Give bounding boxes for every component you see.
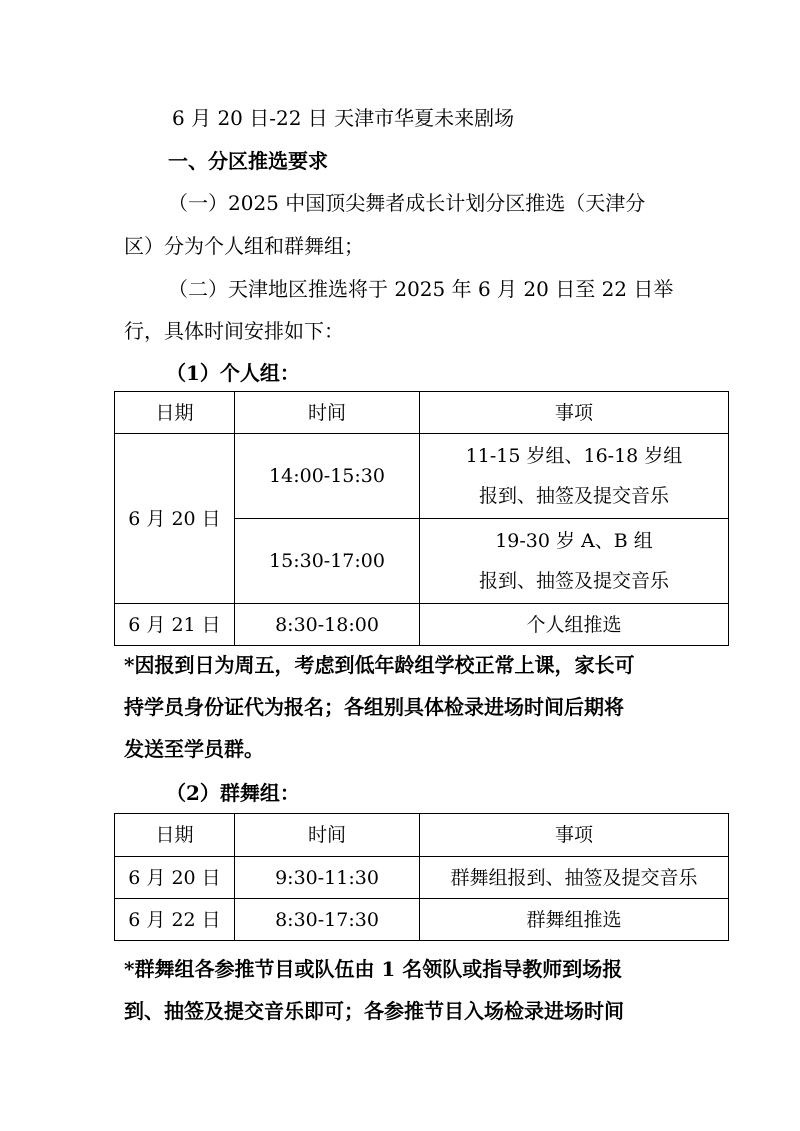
- individual-schedule-table: [114, 391, 729, 646]
- header-date: 日期: [115, 392, 235, 434]
- item-line: 报到、抽签及提交音乐: [478, 570, 669, 592]
- note2-line-b: 到、抽签及提交音乐即可；各参推节目入场检录进场时间: [124, 999, 624, 1023]
- time-cell: 15:30-17:00: [235, 519, 420, 604]
- time-cell: 14:00-15:30: [235, 434, 420, 519]
- table-row: [115, 899, 729, 941]
- item-cell: 个人组推选: [420, 604, 729, 646]
- item2-line-a: （二）天津地区推选将于 2025 年 6 月 20 日至 22 日举: [168, 277, 674, 301]
- table-header-row: [115, 392, 729, 434]
- item-cell: 群舞组推选: [420, 899, 729, 941]
- time-cell: 8:30-18:00: [235, 604, 420, 646]
- item-cell: [420, 434, 729, 519]
- item1-line-b: 区）分为个人组和群舞组；: [124, 234, 364, 258]
- time-cell: 9:30-11:30: [235, 857, 420, 899]
- item-line: 19-30 岁 A、B 组: [495, 530, 653, 552]
- item2-line-b: 行，具体时间安排如下：: [124, 319, 344, 343]
- section-heading-1: 一、分区推选要求: [168, 149, 328, 173]
- item-cell: [420, 519, 729, 604]
- item-cell: 群舞组报到、抽签及提交音乐: [420, 857, 729, 899]
- table-header-row: [115, 814, 729, 857]
- venue-line: 6 月 20 日-22 日 天津市华夏未来剧场: [172, 106, 515, 130]
- table-row: [115, 857, 729, 899]
- item-line: 报到、抽签及提交音乐: [478, 485, 669, 507]
- note1-line-c: 发送至学员群。: [124, 737, 264, 761]
- header-time: 时间: [235, 392, 420, 434]
- group-schedule-table: [114, 813, 729, 941]
- date-cell: 6 月 20 日: [115, 434, 235, 604]
- date-cell: 6 月 20 日: [115, 857, 235, 899]
- date-cell: 6 月 22 日: [115, 899, 235, 941]
- time-cell: 8:30-17:30: [235, 899, 420, 941]
- item1-line-a: （一）2025 中国顶尖舞者成长计划分区推选（天津分: [168, 191, 646, 215]
- header-time: 时间: [235, 814, 420, 857]
- individual-heading: （1）个人组：: [166, 361, 300, 385]
- table-row: [115, 604, 729, 646]
- group-heading: （2）群舞组：: [166, 781, 300, 805]
- header-item: 事项: [420, 392, 729, 434]
- item-line: 11-15 岁组、16-18 岁组: [465, 445, 683, 467]
- note1-line-b: 持学员身份证代为报名；各组别具体检录进场时间后期将: [124, 695, 624, 719]
- table-row: [115, 434, 729, 519]
- header-date: 日期: [115, 814, 235, 857]
- note2-line-a: *群舞组各参推节目或队伍由 1 名领队或指导教师到场报: [124, 957, 623, 981]
- header-item: 事项: [420, 814, 729, 857]
- note1-line-a: *因报到日为周五，考虑到低年龄组学校正常上课，家长可: [124, 653, 635, 677]
- date-cell: 6 月 21 日: [115, 604, 235, 646]
